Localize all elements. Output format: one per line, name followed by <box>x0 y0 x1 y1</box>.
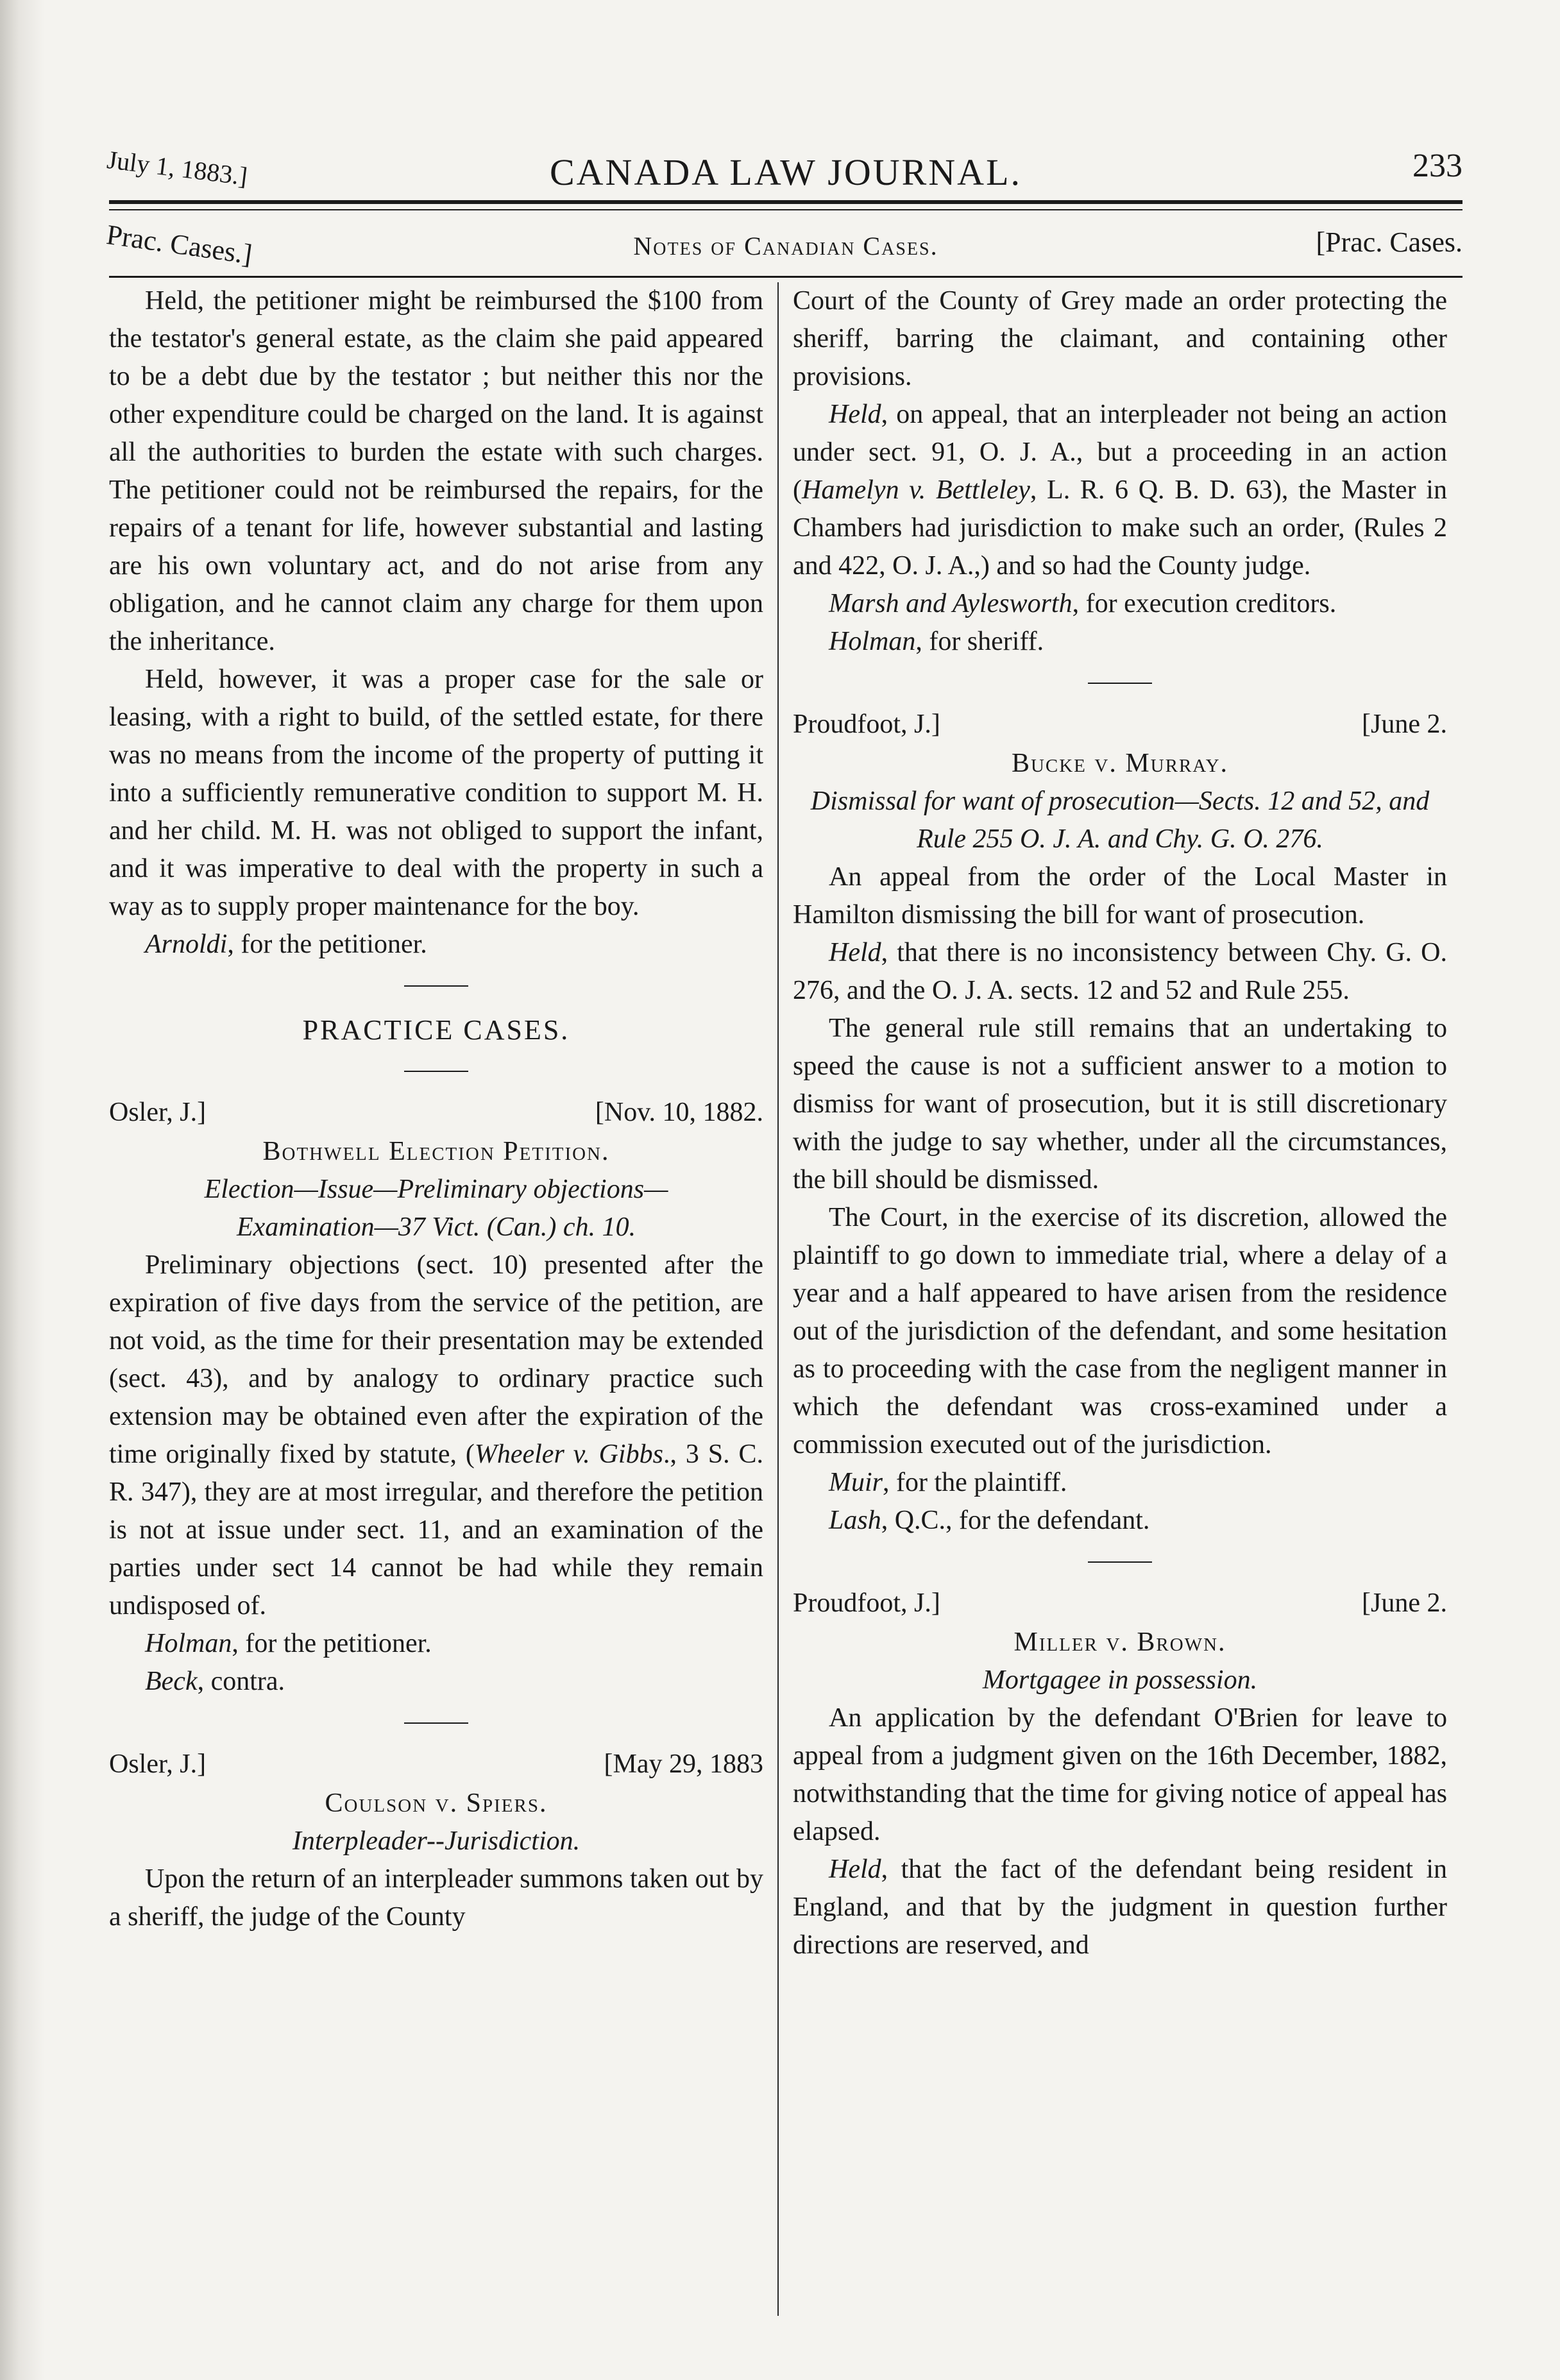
paragraph: The general rule still remains that an undertaking to speed the cause is not a sufficient answer to a motion to dismiss for want of prosecution, but it is still discretionary with the judge to say whether, under all the circumstances, the bill should be dismissed. <box>793 1014 1447 1194</box>
scan-edge-shadow <box>0 0 45 2380</box>
paragraph: Held, that there is no inconsistency between Chy. G. O. 276, and the O. J. A. sects. 12 and 52 and Rule 255. <box>793 938 1447 1005</box>
case-citation: Wheeler v. Gibbs <box>474 1440 663 1469</box>
counsel-line: Marsh and Aylesworth, for execution creditors. <box>829 589 1337 618</box>
section-label-right: [Prac. Cases. <box>1316 226 1462 258</box>
judge: Proudfoot, J.] <box>793 1588 940 1618</box>
headnote: Election—Issue—Preliminary objections— <box>204 1175 668 1204</box>
headnote: Mortgagee in possession. <box>982 1665 1258 1695</box>
header-rule-thick <box>109 200 1462 204</box>
running-header <box>105 132 1462 193</box>
case-date: [June 2. <box>1362 710 1447 739</box>
separator-rule <box>1088 1561 1152 1563</box>
case-judge-line <box>109 1746 763 1783</box>
headnote: Interpleader--Jurisdiction. <box>292 1826 581 1856</box>
paragraph: Preliminary objections (sect. 10) presented after the expiration of five days from the service of the petition, are not void, as the time for their presentation may be extended (sect. 43), and by analogy to ordinary practice such extension may be obtained even after the expiration of the time originally fixed by statute, (Wheeler v. Gibbs., 3 S. C. R. 347), they are at most irregular, and therefore the petition is not at issue under sect. 11, and an examination of the parties under sect 14 cannot be had while they remain undisposed of. <box>109 1250 764 1620</box>
counsel-line: Arnoldi, for the petitioner. <box>145 930 427 959</box>
case-date: [May 29, 1883 <box>604 1749 763 1779</box>
right-column <box>793 282 1447 1964</box>
counsel-line: Beck, contra. <box>145 1667 285 1696</box>
case-name: Coulson v. Spiers. <box>325 1789 548 1818</box>
paragraph-continued: Court of the County of Grey made an order protecting the sheriff, barring the claimant, and containing other provisions. <box>793 286 1447 391</box>
judge: Osler, J.] <box>109 1098 207 1127</box>
column-divider <box>777 282 779 2316</box>
section-label-left: Prac. Cases.] <box>105 218 255 271</box>
case-citation: Hamelyn v. Bettleley <box>802 475 1030 505</box>
paragraph: Upon the return of an interpleader summons taken out by a sheriff, the judge of the County <box>109 1864 763 1932</box>
counsel-line: Lash, Q.C., for the defendant. <box>829 1506 1150 1535</box>
judge: Proudfoot, J.] <box>793 710 940 739</box>
case-judge-line <box>109 1094 763 1132</box>
case-judge-line <box>793 706 1447 744</box>
separator-rule <box>404 1071 468 1072</box>
counsel-line: Muir, for the plaintiff. <box>829 1468 1067 1497</box>
paragraph: Held, that the fact of the defendant being resident in England, and that by the judgment in question further directions are reserved, and <box>793 1855 1447 1960</box>
paragraph: Held, the petitioner might be reimbursed the $100 from the testator's general estate, as the claim she paid appeared to be a debt due by the testator ; but neither this nor the other expenditure could be charged on the land. It is against all the authorities to burden the estate with such charges. The petitioner could not be reimbursed the repairs, for the repairs of a tenant for life, however substantial and lasting are his own voluntary act, and do not arise from any obligation, and he cannot claim any charge for them upon the inheritance. <box>109 286 763 656</box>
counsel-line: Holman, for sheriff. <box>829 627 1044 656</box>
case-name: Bucke v. Murray. <box>1011 749 1229 778</box>
paragraph: The Court, in the exercise of its discretion, allowed the plaintiff to go down to immediate trial, where a delay of a year and a half appeared to have arisen from the residence out of the jurisdiction of the defendant, and some hesitation as to proceeding with the case from the negligent manner in which the defendant was cross-examined under a commission executed out of the jurisdiction. <box>793 1203 1447 1459</box>
paragraph: An application by the defendant O'Brien for leave to appeal from a judgment given on the 16th December, 1882, notwithstanding that the time for giving notice of appeal has elapsed. <box>793 1703 1447 1846</box>
left-column <box>109 282 763 1936</box>
paragraph: An appeal from the order of the Local Master in Hamilton dismissing the bill for want of prosecution. <box>793 862 1447 930</box>
case-name: Bothwell Election Petition. <box>262 1137 610 1166</box>
case-judge-line <box>793 1585 1447 1622</box>
counsel-line: Holman, for the petitioner. <box>145 1629 432 1658</box>
separator-rule <box>404 985 468 987</box>
header-rule-thin <box>109 209 1462 210</box>
headnote: Examination—37 Vict. (Can.) ch. 10. <box>236 1212 636 1242</box>
section-label-center: Notes of Canadian Cases. <box>633 232 938 260</box>
separator-rule <box>404 1722 468 1724</box>
paragraph: Held, however, it was a proper case for the sale or leasing, with a right to build, of the settled estate, for there was no means from the income of the property of putting it into a sufficiently remunerative condition to support M. H. and her child. M. H. was not obliged to support the infant, and it was imperative to deal with the property in such a way as to supply proper maintenance for the boy. <box>109 665 763 921</box>
journal-title: CANADA LAW JOURNAL. <box>549 151 1022 193</box>
judge: Osler, J.] <box>109 1749 207 1779</box>
case-date: [Nov. 10, 1882. <box>595 1098 763 1127</box>
counsel-name: Arnoldi <box>145 930 228 959</box>
page-number: 233 <box>1412 148 1462 184</box>
paragraph: Held, on appeal, that an interpleader not being an action under sect. 91, O. J. A., but a proceeding in an action (Hamelyn v. Bettleley, L. R. 6 Q. B. D. 63), the Master in Chambers had jurisdiction to make such an order, (Rules 2 and 422, O. J. A.,) and so had the County judge. <box>793 400 1447 581</box>
section-title: PRACTICE CASES. <box>302 1014 570 1046</box>
case-name: Miller v. Brown. <box>1013 1628 1226 1657</box>
case-date: [June 2. <box>1362 1588 1447 1618</box>
header-date: July 1, 1883.] <box>105 144 250 191</box>
headnote: Dismissal for want of prosecution—Sects. 12 and 52, and Rule 255 O. J. A. and Chy. G. O. 276. <box>810 786 1430 854</box>
separator-rule <box>1088 683 1152 684</box>
section-header <box>105 218 1462 271</box>
section-rule <box>109 276 1462 278</box>
